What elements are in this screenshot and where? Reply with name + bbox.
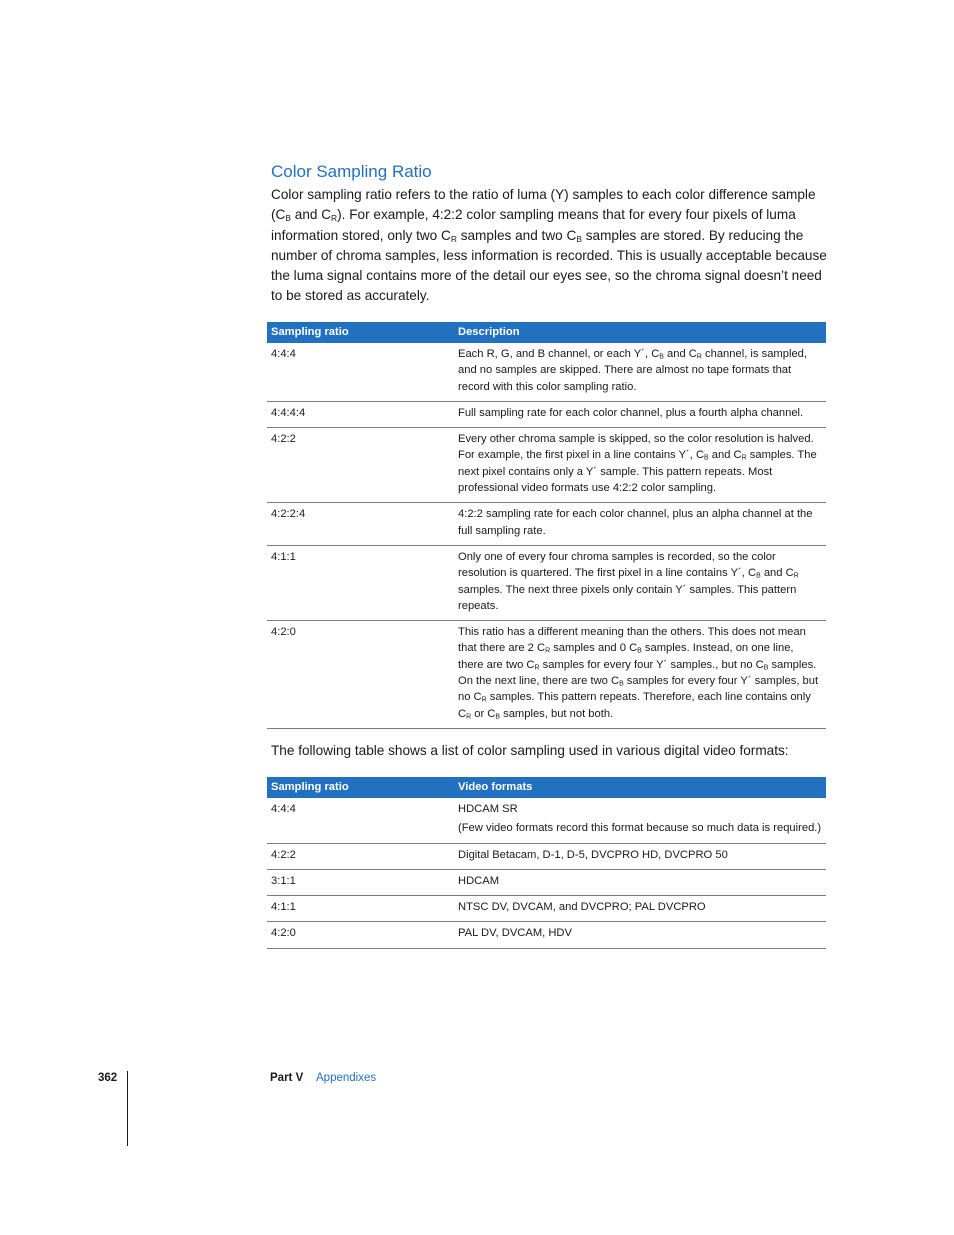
table-row <box>267 621 826 729</box>
text-run: ). For example, 4:2:2 color sampling means that for every four pixels of luma information stored, only two C <box>271 207 796 243</box>
subscript: R <box>534 664 540 672</box>
sampling-ratio-cell: 4:2:0 <box>267 922 454 948</box>
table-row <box>267 843 826 869</box>
sampling-ratio-cell: 3:1:1 <box>267 869 454 895</box>
subscript: B <box>285 213 291 224</box>
cell-paragraph <box>458 405 822 421</box>
text-run: and C <box>708 449 742 462</box>
text-run: PAL DV, DVCAM, HDV <box>458 927 572 940</box>
table-row <box>267 545 826 620</box>
table-row <box>267 798 826 843</box>
cell-paragraph <box>458 925 822 941</box>
sampling-ratio-cell: 4:2:2:4 <box>267 503 454 546</box>
description-cell <box>454 428 826 503</box>
subscript: R <box>331 213 338 224</box>
text-run: Only one of every four chroma samples is recorded, so the color resolution is quartered. The first pixel in a line contains Y´, C <box>458 550 776 580</box>
text-run: samples and 0 C <box>550 642 638 655</box>
subscript: R <box>450 233 457 244</box>
description-cell <box>454 503 826 546</box>
text-run: samples. The next three pixels only contain Y´ samples. This pattern repeats. <box>458 583 797 612</box>
sampling-ratio-cell: 4:1:1 <box>267 896 454 922</box>
description-cell <box>454 922 826 948</box>
footer-divider <box>127 1071 128 1146</box>
subscript: R <box>793 572 799 580</box>
text-run: samples. Instead, on one line, there are two C <box>458 642 794 671</box>
text-run: HDCAM <box>458 874 500 887</box>
sampling-ratio-cell: 4:1:1 <box>267 545 454 620</box>
description-cell <box>454 401 826 427</box>
text-run: Color sampling ratio refers to the ratio of luma (Y) samples to each color difference sample (C <box>271 187 816 223</box>
description-cell <box>454 545 826 620</box>
cell-paragraph <box>458 624 822 722</box>
description-cell <box>454 896 826 922</box>
text-run: samples. This pattern repeats. Therefore, each line contains only C <box>458 691 811 720</box>
text-run: 4:2:2 sampling rate for each color channel, plus an alpha channel at the full sampling rate. <box>458 508 813 537</box>
text-run: Full sampling rate for each color channel, plus a fourth alpha channel. <box>458 406 804 419</box>
table-header-row <box>267 322 826 343</box>
text-run: HDCAM SR <box>458 803 518 815</box>
text-run: samples. On the next line, there are two C <box>458 658 817 688</box>
table-row <box>267 428 826 503</box>
text-run: or C <box>471 707 496 720</box>
table-row <box>267 922 826 948</box>
description-cell <box>454 343 826 401</box>
page-number: 362 <box>98 1072 118 1084</box>
column-header-description: Description <box>454 322 826 343</box>
table-header-row <box>267 777 826 798</box>
text-run: This ratio has a different meaning than the others. This does not mean that there are 2 C <box>458 626 806 655</box>
subscript: B <box>659 353 664 361</box>
section-heading: Color Sampling Ratio <box>271 162 432 181</box>
subscript: B <box>756 572 761 580</box>
table-row <box>267 343 826 401</box>
sampling-ratio-cell: 4:4:4 <box>267 798 454 843</box>
subscript: B <box>495 713 500 721</box>
footer-part-label: Part V <box>270 1072 304 1084</box>
sampling-ratio-table <box>267 322 826 729</box>
subscript: R <box>696 353 702 361</box>
subscript: R <box>545 647 551 655</box>
text-run: and C <box>663 348 697 360</box>
subscript: B <box>763 664 769 672</box>
text-run: samples for every four Y´ samples, but no C <box>458 675 819 704</box>
subscript: R <box>466 713 472 721</box>
column-header-video-formats: Video formats <box>454 777 826 798</box>
footer-section-link[interactable]: Appendixes <box>316 1072 377 1084</box>
table-row <box>267 503 826 546</box>
text-run: samples. The next pixel contains only a Y´ sample. This pattern repeats. Most professional video formats use 4:2:2 color sampling. <box>458 449 817 495</box>
table-row <box>267 896 826 922</box>
description-cell <box>454 869 826 895</box>
text-run: Every other chroma sample is skipped, so the color resolution is halved. For example, the first pixel in a line contains Y´, C <box>458 433 814 462</box>
text-run: Each R, G, and B channel, or each Y´, C <box>458 348 660 360</box>
text-run: (Few video formats record this format because so much data is required.) <box>458 822 822 835</box>
cell-paragraph <box>458 506 822 539</box>
table-row <box>267 401 826 427</box>
cell-paragraph <box>458 820 822 836</box>
subscript: B <box>619 680 624 688</box>
cell-paragraph <box>458 899 822 915</box>
description-cell <box>454 843 826 869</box>
text-run: samples and two C <box>456 227 577 243</box>
text-run: and C <box>290 207 332 223</box>
column-header-sampling-ratio: Sampling ratio <box>267 777 454 798</box>
cell-paragraph <box>458 801 822 817</box>
description-cell <box>454 621 826 729</box>
text-run: samples, but not both. <box>500 707 614 720</box>
text-run: Digital Betacam, D-1, D-5, DVCPRO HD, DVCPRO 50 <box>458 848 728 861</box>
subscript: R <box>741 455 747 462</box>
sampling-ratio-cell: 4:4:4:4 <box>267 401 454 427</box>
text-run: samples are stored. By reducing the number of chroma samples, less information is recorded. This is usually acceptable because the luma signal contains more of the detail our eyes see, so the chroma signal doesn’t need to be stored as accurately. <box>271 227 827 304</box>
sampling-ratio-cell: 4:2:0 <box>267 621 454 729</box>
cell-paragraph <box>458 873 822 889</box>
table-row <box>267 869 826 895</box>
cell-paragraph <box>458 431 822 496</box>
subscript: B <box>704 455 709 462</box>
video-formats-table <box>267 777 826 949</box>
intro-paragraph <box>271 185 831 307</box>
cell-paragraph <box>458 549 822 614</box>
subscript: B <box>576 233 582 244</box>
sampling-ratio-cell: 4:2:2 <box>267 843 454 869</box>
subscript: R <box>481 696 487 704</box>
text-run: NTSC DV, DVCAM, and DVCPRO; PAL DVCPRO <box>458 901 706 914</box>
description-cell <box>454 798 826 843</box>
cell-paragraph <box>458 847 822 863</box>
text-run: and C <box>760 567 794 580</box>
cell-paragraph <box>458 346 822 395</box>
text-run: samples for every four Y´ samples., but no C <box>539 658 764 671</box>
text-run: channel, is sampled, and no samples are skipped. There are almost no tape formats that record with this color sampling ratio. <box>458 348 808 393</box>
formats-intro-paragraph: The following table shows a list of color sampling used in various digital video formats: <box>271 743 789 758</box>
sampling-ratio-cell: 4:2:2 <box>267 428 454 503</box>
sampling-ratio-cell: 4:4:4 <box>267 343 454 401</box>
subscript: B <box>637 647 642 655</box>
column-header-sampling-ratio: Sampling ratio <box>267 322 454 343</box>
